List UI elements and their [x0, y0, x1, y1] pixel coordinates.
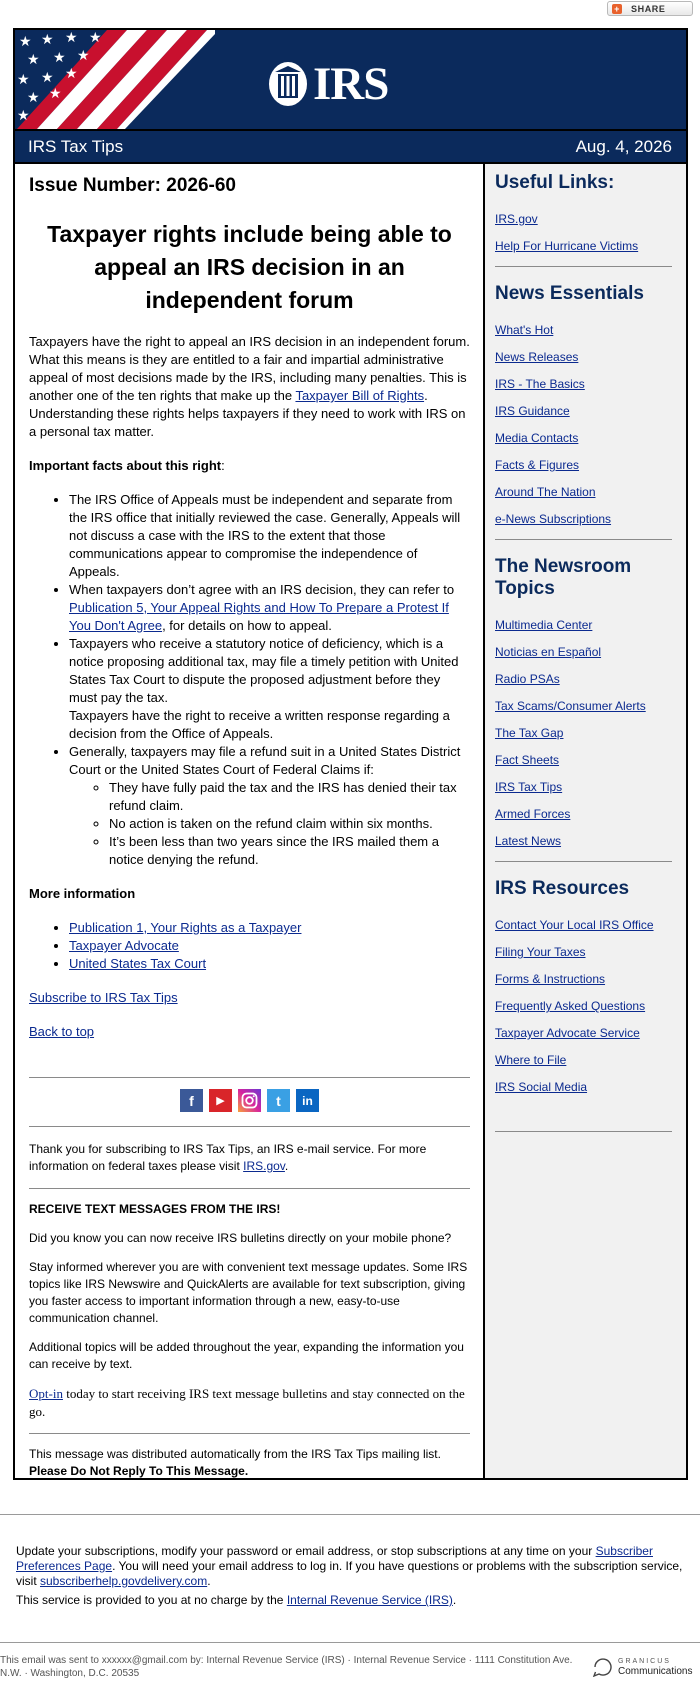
granicus-logo [592, 1657, 692, 1677]
divider [495, 1131, 672, 1132]
facts-heading: Important facts about this right: [29, 458, 225, 473]
sidebar-link[interactable]: Noticias en Español [495, 645, 602, 659]
facts-list [29, 491, 470, 869]
divider [29, 1126, 470, 1127]
list-item: • Taxpayers who receive a statutory notice of deficiency, which is a notice proposing additional tax, may file a timely petition with United States Tax Court to dispute the proposed adjustment before they must pay the tax. Taxpayers have the right to receive a written response regarding a decision from the Office of Appeals. [69, 635, 470, 743]
news-essentials-list [495, 323, 672, 527]
svg-text:★: ★ [27, 52, 40, 68]
list-item: ◦ No action is taken on the refund claim within six months. [109, 815, 470, 833]
svg-text:★: ★ [65, 30, 78, 46]
issue-date: Aug. 4, 2026 [575, 136, 672, 156]
us-flag-icon [15, 30, 215, 129]
divider [495, 861, 672, 862]
granicus-sub: Communications [618, 1666, 693, 1677]
opt-in-link[interactable]: Opt-in [29, 1386, 63, 1401]
sidebar-link[interactable]: Help For Hurricane Victims [495, 239, 639, 253]
useful-links-list [495, 212, 672, 254]
sidebar-link[interactable]: Fact Sheets [495, 753, 560, 767]
issue-number: Issue Number: 2026-60 [29, 175, 236, 196]
subscribe-link[interactable]: Subscribe to IRS Tax Tips [29, 990, 178, 1005]
sidebar-link[interactable]: e-News Subscriptions [495, 512, 612, 526]
sidebar-link[interactable]: Armed Forces [495, 807, 571, 821]
sidebar-link[interactable]: Contact Your Local IRS Office [495, 918, 654, 932]
list-item [69, 955, 470, 973]
main-content [15, 164, 485, 1478]
sidebar-link[interactable]: Forms & Instructions [495, 972, 606, 986]
sms-paragraph: Additional topics will be added throughout the year, expanding the information you can receive by text. [29, 1340, 464, 1371]
sms-paragraph: Stay informed wherever you are with convenient text message updates. Some IRS topics like IRS Newswire and QuickAlerts are available for text subscription, giving you faster access to important information through a new, easy-to-use communication channel. [29, 1260, 468, 1325]
optin-paragraph: Opt-in today to start receiving IRS text message bulletins and stay connected on the go. [29, 1386, 465, 1419]
irs-resources-heading: IRS Resources [495, 878, 630, 899]
sidebar-link[interactable]: Where to File [495, 1053, 567, 1067]
divider [29, 1188, 470, 1189]
footer-divider [0, 1642, 700, 1643]
newsletter-name: IRS Tax Tips [28, 136, 124, 156]
thanks-paragraph: Thank you for subscribing to IRS Tax Tips, an IRS e-mail service. For more information on federal taxes please visit IRS.gov. [29, 1142, 427, 1173]
sidebar-link[interactable]: Multimedia Center [495, 618, 593, 632]
sidebar-link[interactable]: Latest News [495, 834, 562, 848]
share-label: SHARE [631, 3, 666, 14]
newsroom-topics-list [495, 618, 672, 849]
svg-text:★: ★ [53, 50, 66, 66]
svg-text:★: ★ [77, 48, 90, 64]
irs-logo [269, 60, 388, 108]
sidebar-link[interactable]: What's Hot [495, 323, 554, 337]
preferences-link[interactable]: Subscriber Preferences Page [16, 1544, 653, 1573]
svg-text:★: ★ [17, 72, 30, 88]
useful-links-heading: Useful Links: [495, 172, 615, 193]
list-item: • Generally, taxpayers may file a refund suit in a United States District Court or the United States Court of Federal Claims if: ◦ They have fully paid the tax and the IRS has denied their tax refund claim. ◦ No action is taken on the refund claim within six months. ◦ It’s been less than two years since the IRS mailed them a notice denying the refund. [69, 743, 470, 869]
divider [495, 539, 672, 540]
list-item: • The IRS Office of Appeals must be independent and separate from the IRS office that initially reviewed the case. Generally, Appeals will not discuss a case with the IRS to the extent that those communications appear to compromise the independence of Appeals. [69, 491, 470, 581]
newsroom-topics-heading: The Newsroom Topics [495, 556, 632, 599]
list-item [69, 937, 470, 955]
more-info-heading: More information [29, 886, 136, 901]
refund-conditions-list [69, 779, 470, 869]
sidebar-link[interactable]: Media Contacts [495, 431, 579, 445]
youtube-icon[interactable]: ▶ [209, 1089, 232, 1112]
svg-text:★: ★ [49, 86, 62, 102]
no-reply-note: Please Do Not Reply To This Message. [29, 1464, 249, 1478]
granicus-icon [592, 1657, 614, 1677]
sms-paragraph: Did you know you can now receive IRS bulletins directly on your mobile phone? [29, 1231, 452, 1245]
linkedin-icon[interactable]: in [296, 1089, 319, 1112]
svg-text:★: ★ [41, 32, 54, 48]
irs-logo-text: IRS [313, 58, 389, 110]
divider [495, 266, 672, 267]
twitter-icon[interactable]: t [267, 1089, 290, 1112]
intro-paragraph: Taxpayers have the right to appeal an IRS decision in an independent forum. What this means is they are entitled to a fair and impartial administrative appeal of most decisions made by the IRS, including many penalties. This is another one of the ten rights that make up the Taxpayer Bill of Rights. Understanding these rights helps taxpayers if they need to work with IRS on a personal tax matter. [29, 334, 470, 439]
sidebar-link[interactable]: IRS.gov [495, 212, 538, 226]
publication-5-link[interactable]: Publication 5, Your Appeal Rights and How To Prepare a Protest If You Don't Agree [69, 600, 449, 633]
news-essentials-heading: News Essentials [495, 283, 644, 304]
more-info-list [29, 919, 470, 973]
svg-text:★: ★ [41, 70, 54, 86]
subscription-note: Update your subscriptions, modify your password or email address, or stop subscriptions at any time on your Subscriber Preferences Page. You will need your email address to log in. If you have questions or problems with the subscription service, visit subscriberhelp.govdelivery.com. [16, 1544, 683, 1588]
instagram-icon[interactable] [238, 1089, 261, 1112]
plus-icon: + [612, 4, 622, 14]
sidebar-link[interactable]: Tax Scams/Consumer Alerts [495, 699, 646, 713]
header-banner [15, 30, 686, 129]
sidebar-link[interactable]: Around The Nation [495, 485, 596, 499]
sidebar-link[interactable]: IRS Tax Tips [495, 780, 563, 794]
sidebar-link[interactable]: Frequently Asked Questions [495, 999, 646, 1013]
sidebar-link[interactable]: Facts & Figures [495, 458, 580, 472]
sidebar-link[interactable]: The Tax Gap [495, 726, 564, 740]
footer-divider [0, 1514, 700, 1515]
irs-gov-link[interactable]: IRS.gov [243, 1159, 285, 1173]
facebook-icon[interactable]: f [180, 1089, 203, 1112]
sidebar-link[interactable]: Taxpayer Advocate Service [495, 1026, 640, 1040]
publication-1-link[interactable]: Publication 1, Your Rights as a Taxpayer [69, 920, 302, 935]
divider [29, 1433, 470, 1434]
list-item: ◦ It’s been less than two years since the IRS mailed them a notice denying the refund. [109, 833, 470, 869]
taxpayer-bill-of-rights-link[interactable]: Taxpayer Bill of Rights [295, 388, 425, 403]
share-button[interactable] [607, 1, 693, 16]
granicus-name: GRANICUS [618, 1658, 671, 1665]
subscriber-help-link[interactable]: subscriberhelp.govdelivery.com [40, 1574, 208, 1588]
title-bar [15, 129, 686, 162]
list-item: • When taxpayers don’t agree with an IRS decision, they can refer to Publication 5, Your Appeal Rights and How To Prepare a Protest If You Don't Agree, for details on how to appeal. [69, 581, 470, 635]
distribution-note: This message was distributed automatically from the IRS Tax Tips mailing list. [29, 1447, 441, 1461]
sidebar-link[interactable]: IRS - The Basics [495, 377, 585, 391]
sent-to-note: This email was sent to xxxxxx@gmail.com by: Internal Revenue Service (IRS) · Internal Revenue Service · 1111 Constitution Ave. N.W. · Washington, D.C. 20535 [0, 1655, 573, 1679]
article-headline: Taxpayer rights include being able to appeal an IRS decision in an independent forum [47, 221, 452, 313]
svg-text:★: ★ [17, 108, 30, 124]
newsletter-frame [13, 28, 688, 1480]
sidebar [485, 164, 686, 1478]
irs-resources-list [495, 918, 672, 1095]
irs-link[interactable]: Internal Revenue Service (IRS) [286, 1593, 453, 1607]
sidebar-link[interactable]: Filing Your Taxes [495, 945, 586, 959]
sidebar-link[interactable]: Radio PSAs [495, 672, 560, 686]
back-to-top-link[interactable]: Back to top [29, 1024, 95, 1039]
eagle-icon [269, 62, 307, 106]
sidebar-link[interactable]: News Releases [495, 350, 579, 364]
sidebar-link[interactable]: IRS Guidance [495, 404, 570, 418]
list-item: ◦ They have fully paid the tax and the IRS has denied their tax refund claim. [109, 779, 470, 815]
list-item [69, 919, 470, 937]
service-note: This service is provided to you at no charge by the Internal Revenue Service (IRS). [16, 1593, 457, 1607]
taxpayer-advocate-link[interactable]: Taxpayer Advocate [69, 938, 179, 953]
sidebar-link[interactable]: IRS Social Media [495, 1080, 588, 1094]
sms-heading: RECEIVE TEXT MESSAGES FROM THE IRS! [29, 1202, 281, 1216]
svg-text:★: ★ [65, 66, 78, 82]
social-icons [29, 1078, 470, 1126]
svg-text:★: ★ [19, 34, 32, 50]
svg-text:★: ★ [89, 30, 102, 46]
svg-text:★: ★ [27, 90, 40, 106]
tax-court-link[interactable]: United States Tax Court [69, 956, 207, 971]
